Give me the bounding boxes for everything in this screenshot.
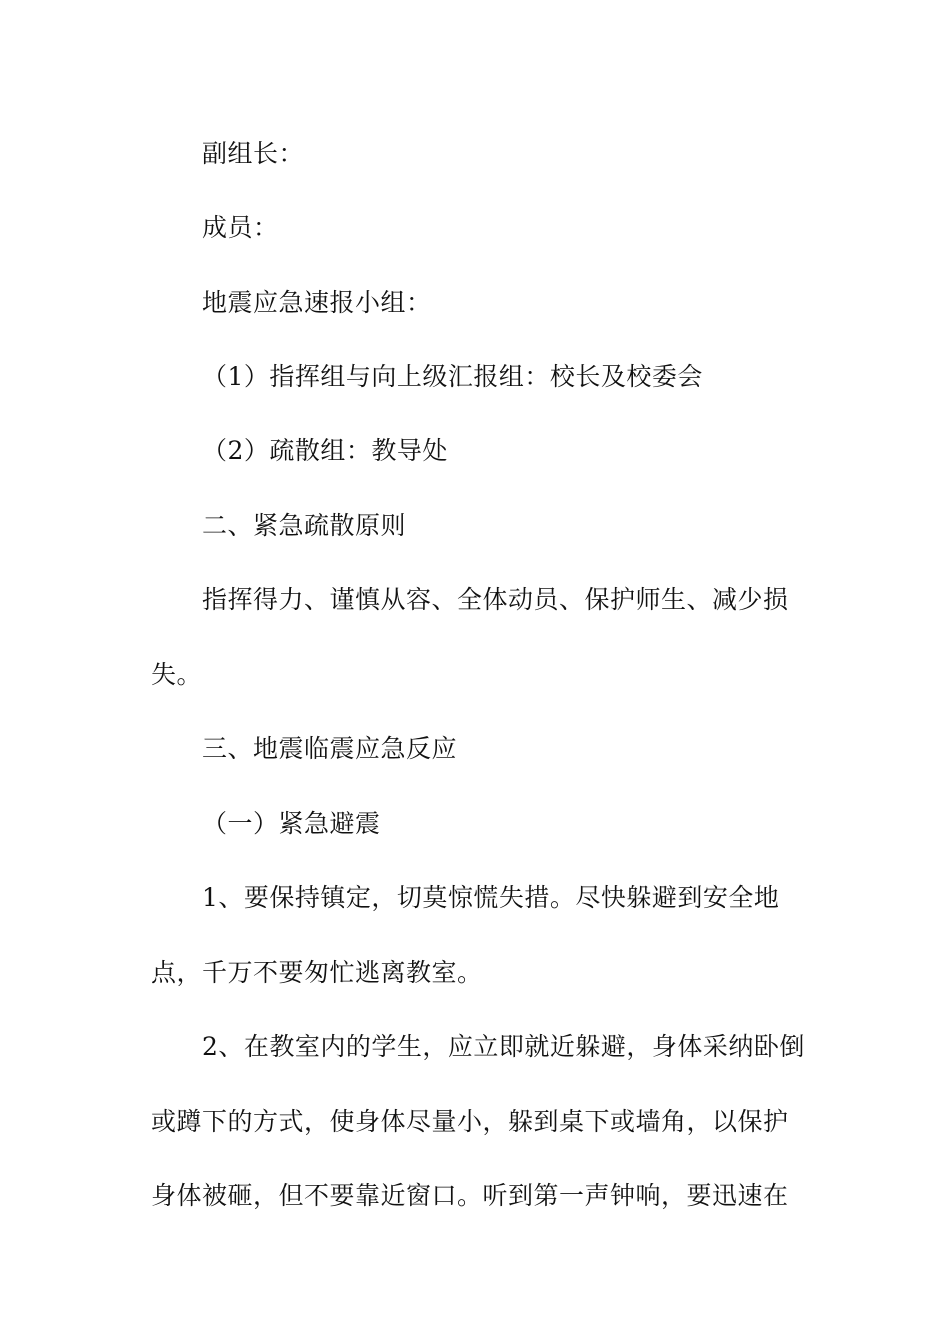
- paragraph-line: 点，千万不要匆忙逃离教室。: [151, 958, 483, 987]
- paragraph-line: 2、在教室内的学生，应立即就近躲避，身体采纳卧倒: [202, 1032, 805, 1061]
- text-line-evacuation-group: （2）疏散组：教导处: [202, 436, 448, 465]
- paragraph-line: 1、要保持镇定，切莫惊慌失措。尽快躲避到安全地: [202, 883, 780, 912]
- paragraph-line: 身体被砸，但不要靠近窗口。听到第一声钟响，要迅速在: [151, 1181, 789, 1210]
- text-line-deputy-leader: 副组长：: [202, 139, 305, 168]
- paragraph-line: 指挥得力、谨慎从容、全体动员、保护师生、减少损: [202, 585, 789, 614]
- section-heading-earthquake-response: 三、地震临震应急反应: [202, 734, 458, 763]
- paragraph-line: 或蹲下的方式，使身体尽量小，躲到桌下或墙角，以保护: [151, 1107, 789, 1136]
- section-heading-evacuation-principles: 二、紧急疏散原则: [202, 511, 407, 540]
- text-line-members: 成员：: [202, 213, 279, 242]
- paragraph-line: 失。: [151, 660, 203, 689]
- text-line-command-group: （1）指挥组与向上级汇报组：校长及校委会: [202, 362, 703, 391]
- text-line-report-group: 地震应急速报小组：: [202, 288, 432, 317]
- subsection-heading-emergency-shelter: （一）紧急避震: [202, 809, 381, 838]
